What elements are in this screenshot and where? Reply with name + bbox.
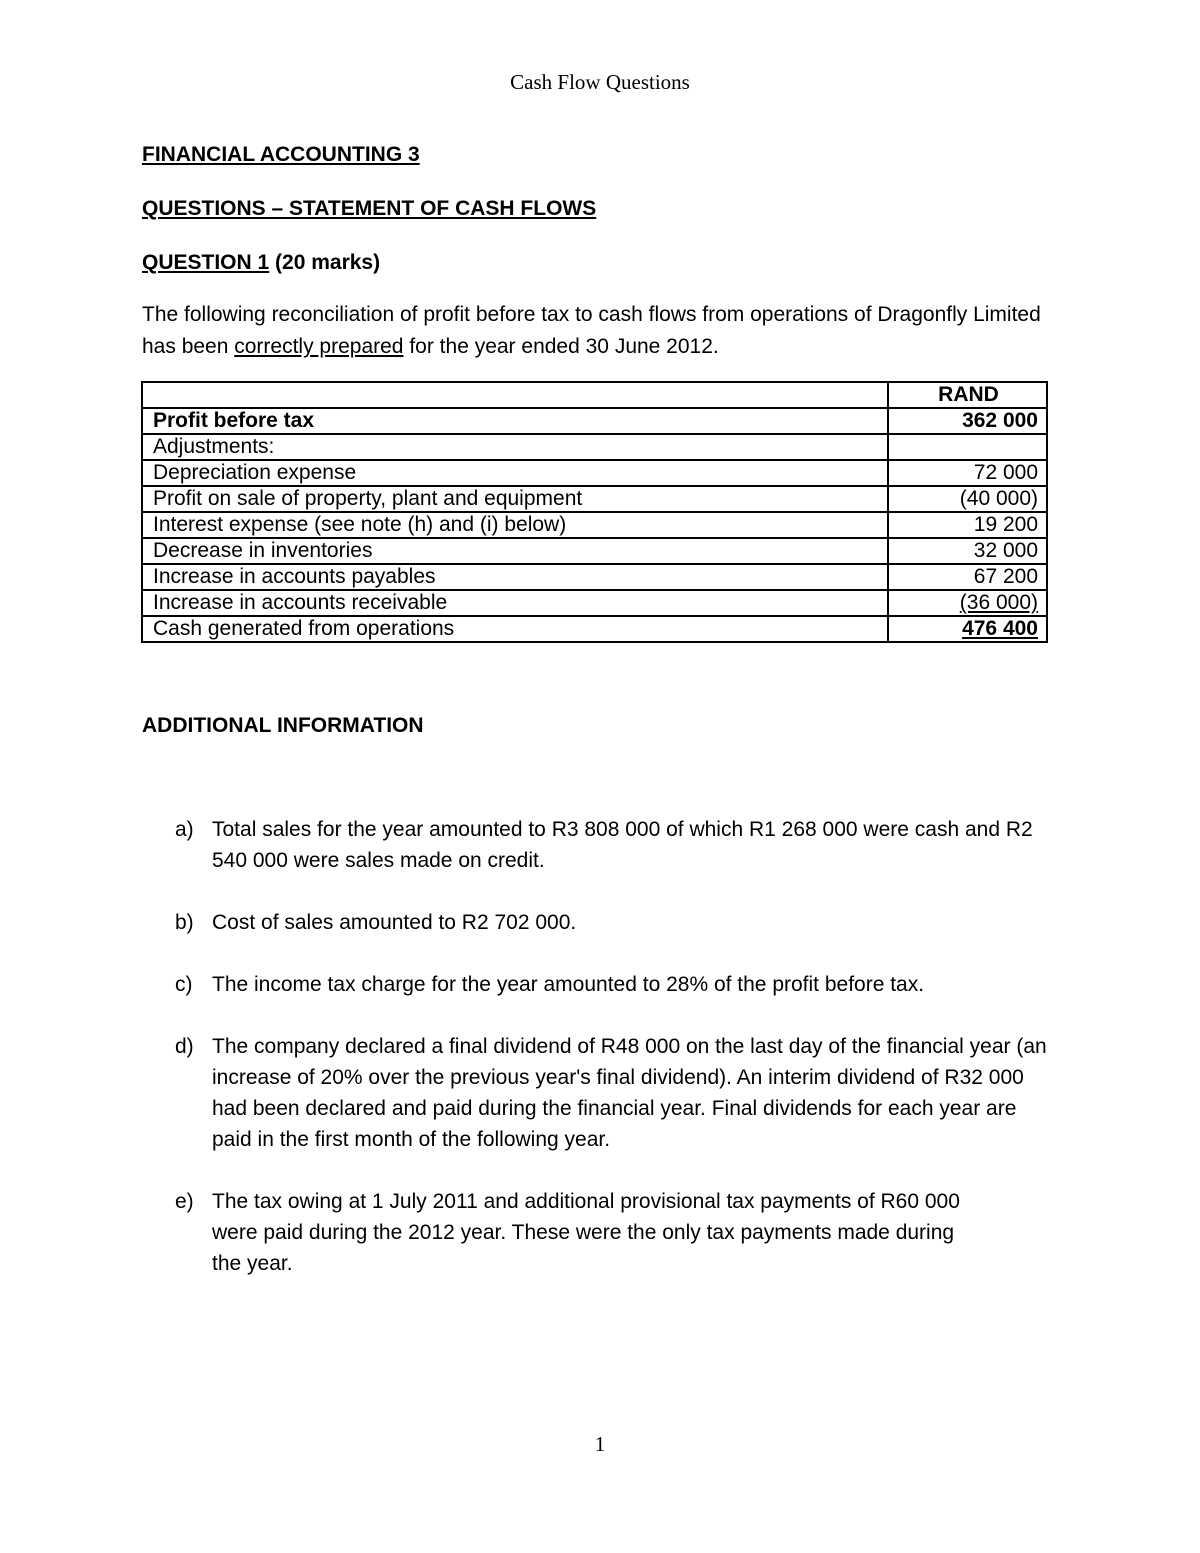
header-label-cell <box>142 382 888 408</box>
row-label: Decrease in inventories <box>142 538 888 564</box>
table-row <box>142 538 1047 564</box>
row-label: Increase in accounts receivable <box>142 590 888 616</box>
row-amount: 72 000 <box>888 460 1047 486</box>
currency-header: RAND <box>888 382 1047 408</box>
table-row <box>142 512 1047 538</box>
intro-text-start: The following reconciliation of profit before tax to cash flows from operations of Dragonfly Limited has been <box>142 303 1041 358</box>
reconciliation-table <box>141 381 1048 643</box>
table-row <box>142 590 1047 616</box>
table-header-row <box>142 382 1047 408</box>
row-label: Interest expense (see note (h) and (i) below) <box>142 512 888 538</box>
row-label: Depreciation expense <box>142 460 888 486</box>
item-text: Total sales for the year amounted to R3 808 000 of which R1 268 000 were cash and R2 540 000 were sales made on credit. <box>212 818 1033 872</box>
intro-text-end: for the year ended 30 June 2012. <box>403 335 719 358</box>
list-item <box>175 814 1060 876</box>
row-amount-total: 476 400 <box>888 616 1047 642</box>
row-amount: 19 200 <box>888 512 1047 538</box>
page-number: 1 <box>594 1432 606 1456</box>
row-label: Adjustments: <box>142 434 888 460</box>
item-label: a) <box>175 818 194 841</box>
item-text: The tax owing at 1 July 2011 and additional provisional tax payments of R60 000 were paid during the 2012 year. These were the only tax payments made during the year. <box>212 1190 960 1275</box>
item-label: c) <box>175 973 193 996</box>
row-label: Profit on sale of property, plant and equipment <box>142 486 888 512</box>
row-amount: 67 200 <box>888 564 1047 590</box>
row-label: Increase in accounts payables <box>142 564 888 590</box>
row-amount: 32 000 <box>888 538 1047 564</box>
intro-emphasis: correctly prepared <box>234 335 404 358</box>
list-item <box>175 1186 1060 1279</box>
question-title: QUESTION 1 <box>142 251 270 274</box>
table-row <box>142 408 1047 434</box>
table-row <box>142 616 1047 642</box>
row-label: Profit before tax <box>142 408 888 434</box>
list-item <box>175 907 1060 938</box>
question-heading <box>142 251 380 275</box>
item-text: Cost of sales amounted to R2 702 000. <box>212 911 577 934</box>
list-item <box>175 1031 1060 1155</box>
table-row <box>142 564 1047 590</box>
item-label: d) <box>175 1035 194 1058</box>
list-item <box>175 969 1060 1000</box>
table-row <box>142 486 1047 512</box>
row-label: Cash generated from operations <box>142 616 888 642</box>
page-header: Cash Flow Questions <box>510 70 690 94</box>
table-row <box>142 434 1047 460</box>
section-title: QUESTIONS – STATEMENT OF CASH FLOWS <box>142 197 597 220</box>
row-amount: 362 000 <box>888 408 1047 434</box>
intro-paragraph <box>142 299 1062 363</box>
question-marks: (20 marks) <box>275 251 381 274</box>
row-amount: (40 000) <box>888 486 1047 512</box>
course-title: FINANCIAL ACCOUNTING 3 <box>142 143 420 166</box>
row-amount: (36 000) <box>888 590 1047 616</box>
item-text: The company declared a final dividend of R48 000 on the last day of the financial year (an increase of 20% over the previous year's final dividend). An interim dividend of R32 000 had been declared and paid during the financial year. Final dividends for each year are paid in the first month of the following year. <box>212 1035 1047 1151</box>
item-text: The income tax charge for the year amounted to 28% of the profit before tax. <box>212 973 925 996</box>
additional-info-list <box>175 814 1060 1279</box>
additional-info-heading: ADDITIONAL INFORMATION <box>142 714 424 737</box>
table-row <box>142 460 1047 486</box>
row-amount <box>888 434 1047 460</box>
item-label: b) <box>175 911 194 934</box>
item-label: e) <box>175 1190 194 1213</box>
